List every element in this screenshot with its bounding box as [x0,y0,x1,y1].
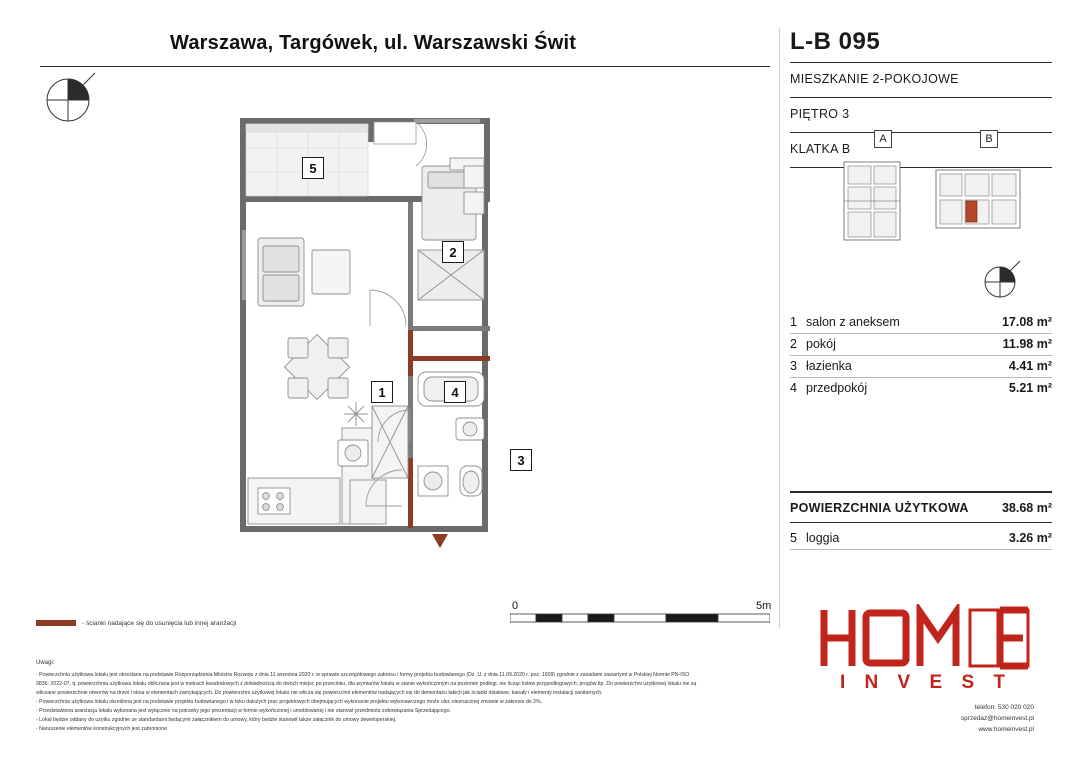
plan-tag-1: 1 [371,381,393,403]
keyplan-badge-a: A [874,130,892,148]
key-plans [790,130,1052,250]
note-line: 9836: 2022-07, tj. powierzchnia użytkowa lokalu obliczana jest w metrach kwadratowych z dokładnością do dwóch miejsc po przecinku, dla wymiarów lokalu w stanie wykończonym na poziomie podłogi, nie licząc listew przypodłogowych, progów itp. Do powierzchni użytkowej lokalu nie są [36,680,697,687]
contact-phone: telefon: 530 020 020 [974,704,1034,711]
unit-type: MIESZKANIE 2-POKOJOWE [790,72,959,86]
legend-text: - ścianki nadające się do usunięcia lub innej aranżacji [82,620,237,627]
extra-name: loggia [806,531,840,546]
room-name: łazienka [806,359,852,373]
room-number: 1 [790,315,797,329]
extra-number: 5 [790,531,797,546]
contact-info [818,702,1034,735]
legend-swatch [36,620,76,626]
note-line: wliczane powierzchnie otworów na drzwi i okna w elementach zamykających. Do powierzchni użytkowej lokalu nie wlicza się powierzchni elementów nadających się do demontażu takich jak ścianki działowe, kanały i elementy instalacji sanitarnych. [36,689,603,696]
page-title: Warszawa, Targówek, ul. Warszawski Świt [170,32,577,54]
extra-area: 3.26 m² [1008,531,1052,546]
keyplan-badge-b: B [980,130,998,148]
north-arrow-secondary-icon [978,258,1022,302]
note-line: - Powierzchnia użytkowa lokalu jest określana na podstawie Rozporządzenia Ministra Rozwoju z dnia 11 września 2020 r. w sprawie szczegółowego zakresu i formy projektu budowlanego (Dz. U. z dnia 11.09.2020 r. poz. 1609) zgodnie z zasadami zawartymi w Polskiej Normie PN-ISO [36,671,690,678]
unit-staircase: KLATKA B [790,142,851,156]
plan-tag-4: 4 [444,381,466,403]
room-number: 4 [790,381,797,395]
note-line: - Przedstawiona aranżacja lokalu wykonana jest wyłącznie na potrzeby jego prezentacji w formie wykończonej i umeblowanej i nie stanowi przedmiotu zobowiązania Sprzedającego. [36,707,451,714]
plan-tag-3: 3 [510,449,532,471]
scale-bar [510,600,770,634]
keyplan-building-b [930,156,1026,251]
divider [790,62,1052,63]
room-name: pokój [806,337,836,351]
table-row [790,312,1052,333]
title-divider [40,66,770,67]
table-row [790,378,1052,399]
note-line: - Naruszenie elementów konstrukcyjnych jest zabronione. [36,726,169,733]
unit-code: L-B 095 [790,28,881,55]
total-area-row [790,493,1052,522]
column-divider [779,28,780,628]
room-area: 17.08 m² [1001,315,1052,329]
keyplan-building-a [830,156,916,251]
table-row [790,523,1052,549]
divider [790,97,1052,98]
table-row [790,334,1052,355]
floor-plan-drawing [232,110,612,570]
notes-heading: Uwagi: [36,660,55,666]
scale-min-label: 0 [512,600,519,612]
plan-tag-2: 2 [442,241,464,263]
room-name: salon z aneksem [806,315,900,329]
contact-email[interactable]: sprzedaz@homeinvest.pl [960,715,1034,723]
entrance-marker [432,534,448,548]
note-line: - Powierzchnia użytkowa lokalu określona jest na podstawie projektu budowlanego i w toku dalszych prac projektowych obejmujących wykonanie projektu wykonawczego może ulec nieznacznej zmianie w zakresie do 2%. [36,698,543,705]
room-name: przedpokój [806,381,868,395]
note-line: - Lokal będzie oddany do użytku zgodnie ze standardami będącymi załącznikiem do umowy, który będzie stanowił także załącznik do umowy deweloperskiej. [36,716,397,723]
divider [790,549,1052,550]
room-schedule [790,312,1052,550]
company-logo-subtitle: I N V E S T [839,672,1013,693]
table-row [790,356,1052,377]
room-area: 11.98 m² [1002,337,1052,351]
plan-tag-5: 5 [302,157,324,179]
total-area-label: POWIERZCHNIA UŻYTKOWA [790,500,969,515]
room-area: 5.21 m² [1008,381,1052,395]
notes-block [36,658,776,734]
room-number: 2 [790,337,797,351]
room-area: 4.41 m² [1008,359,1052,373]
room-number: 3 [790,359,797,373]
total-area-value: 38.68 m² [1001,500,1052,515]
unit-floor: PIĘTRO 3 [790,107,850,121]
scale-max-label: 5m [756,600,772,612]
north-arrow-icon [38,70,98,130]
legend [36,620,436,627]
contact-website[interactable]: www.homeinvest.pl [978,726,1034,734]
